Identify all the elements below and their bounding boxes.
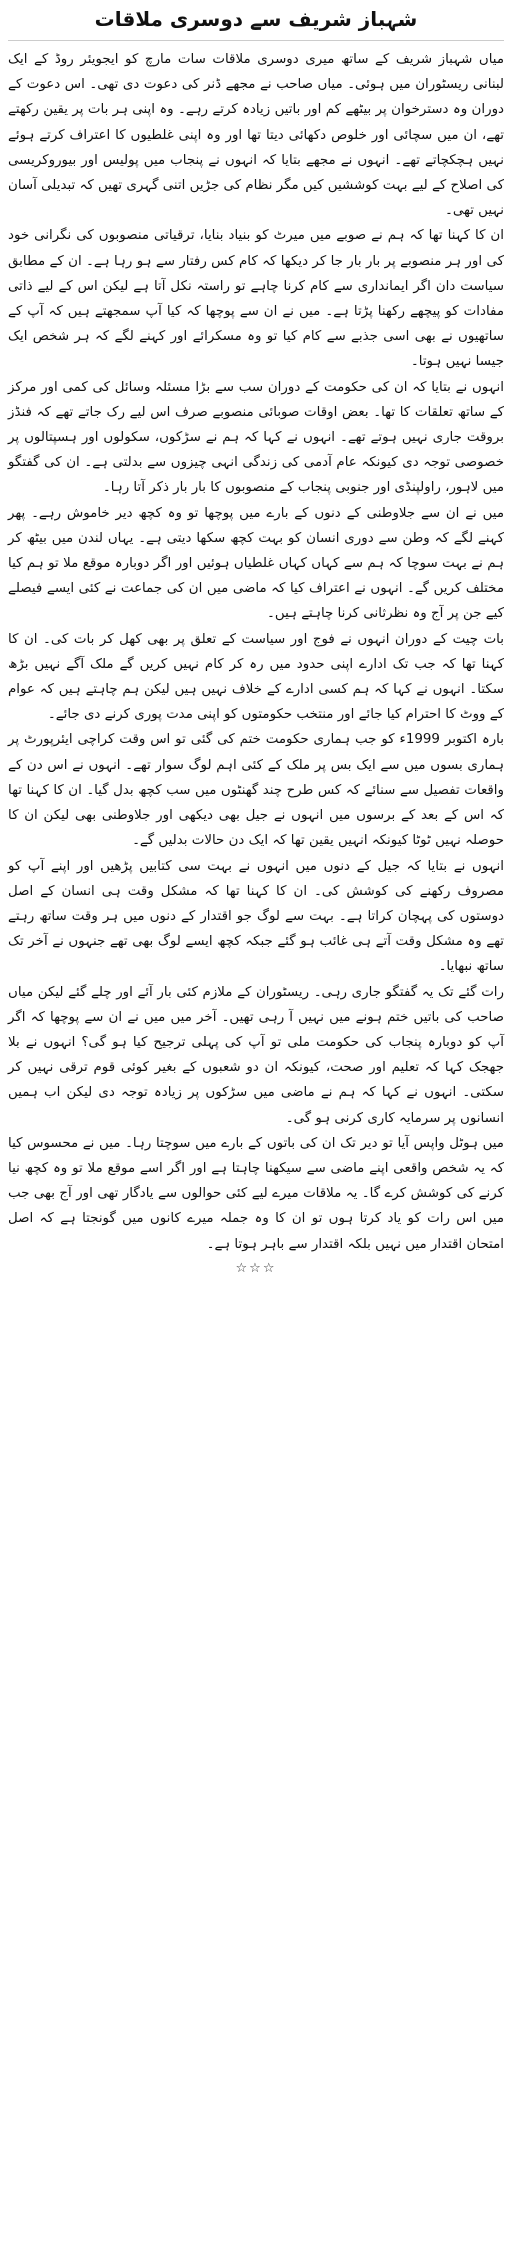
article-paragraph: بات چیت کے دوران انہوں نے فوج اور سیاست کے تعلق پر بھی کھل کر بات کی۔ ان کا کہنا تھا کہ جب تک ادارے اپنی حدود میں رہ کر کام نہیں کریں گے ملک آگے نہیں بڑھ سکتا۔ انہوں نے کہا کہ ہم کسی ادارے کے خلاف نہیں ہیں لیکن ہم چاہتے ہیں کہ عوام کے ووٹ کا احترام کیا جائے اور منتخب حکومتوں کو اپنی مدت پوری کرنے دی جائے۔ [8,631,504,723]
article-body [8,47,504,1257]
article-paragraph: میں نے ان سے جلاوطنی کے دنوں کے بارے میں پوچھا تو وہ کچھ دیر خاموش رہے۔ پھر کہنے لگے کہ وطن سے دوری انسان کو بہت کچھ سکھا دیتی ہے۔ یہاں لندن میں بیٹھ کر ہم نے بہت سوچا کہ ہم سے کہاں کہاں غلطیاں ہوئیں اور اگر دوبارہ موقع ملا تو ہم کیا مختلف کریں گے۔ انہوں نے اعتراف کیا کہ ماضی میں ان کی جماعت نے کئی ایسے فیصلے کیے جن پر آج وہ نظرثانی کرنا چاہتے ہیں۔ [8,505,504,622]
article-paragraph: میں ہوٹل واپس آیا تو دیر تک ان کی باتوں کے بارے میں سوچتا رہا۔ میں نے محسوس کیا کہ یہ شخص واقعی اپنے ماضی سے سیکھنا چاہتا ہے اور اگر اسے موقع ملا تو وہ کچھ نیا کرنے کی کوشش کرے گا۔ یہ ملاقات میرے لیے کئی حوالوں سے یادگار تھی اور آج بھی جب میں اس رات کو یاد کرتا ہوں تو ان کا وہ جملہ میرے کانوں میں گونجتا ہے کہ اصل امتحان اقتدار میں نہیں بلکہ اقتدار سے باہر ہوتا ہے۔ [8,1135,504,1252]
article-paragraph: میاں شہباز شریف کے ساتھ میری دوسری ملاقات سات مارچ کو ایجویئر روڈ کے ایک لبنانی ریسٹوران میں ہوئی۔ میاں صاحب نے مجھے ڈنر کی دعوت دی تھی۔ اس دعوت کے دوران وہ دسترخوان پر بیٹھے کم اور باتیں زیادہ کرتے رہے۔ وہ اپنی ہر بات پر یقین رکھتے تھے، ان میں سچائی اور خلوص دکھائی دیتا تھا اور وہ اپنی غلطیوں کا اعتراف کرتے ہوئے نہیں ہچکچاتے تھے۔ انہوں نے مجھے بتایا کہ انہوں نے پنجاب میں پولیس اور بیوروکریسی کی اصلاح کے لیے بہت کوششیں کیں مگر نظام کی جڑیں اتنی گہری تھیں کہ تبدیلی آسان نہیں تھی۔ [8,52,504,219]
article-title: شہباز شریف سے دوسری ملاقات [8,4,504,41]
article-paragraph: انہوں نے بتایا کہ جیل کے دنوں میں انہوں نے بہت سی کتابیں پڑھیں اور اپنے آپ کو مصروف رکھنے کی کوشش کی۔ ان کا کہنا تھا کہ مشکل وقت ہی انسان کے اصل دوستوں کی پہچان کراتا ہے۔ بہت سے لوگ جو اقتدار کے دنوں میں ہر وقت ساتھ رہتے تھے وہ مشکل وقت آتے ہی غائب ہو گئے جبکہ کچھ ایسے لوگ بھی تھے جنہوں نے آخر تک ساتھ نبھایا۔ [8,858,504,975]
article-paragraph: ان کا کہنا تھا کہ ہم نے صوبے میں میرٹ کو بنیاد بنایا، ترقیاتی منصوبوں کی نگرانی خود کی اور ہر منصوبے پر بار بار جا کر دیکھا کہ کام کس رفتار سے ہو رہا ہے۔ ان کے مطابق سیاست دان اگر ایمانداری سے کام کرنا چاہے تو راستہ نکل آتا ہے لیکن اس کے لیے ذاتی مفادات کو پیچھے رکھنا پڑتا ہے۔ میں نے ان سے پوچھا کہ کیا آپ سمجھتے ہیں کہ آپ کے ساتھیوں نے بھی اسی جذبے سے کام کیا تو وہ مسکرائے اور کہنے لگے کہ ہر شخص ایک جیسا نہیں ہوتا۔ [8,228,504,370]
article-paragraph: انہوں نے بتایا کہ ان کی حکومت کے دوران سب سے بڑا مسئلہ وسائل کی کمی اور مرکز کے ساتھ تعلقات کا تھا۔ بعض اوقات صوبائی منصوبے صرف اس لیے رک جاتے تھے کہ فنڈز بروقت جاری نہیں ہوتے تھے۔ انہوں نے کہا کہ ہم نے سڑکوں، سکولوں اور ہسپتالوں پر خصوصی توجہ دی کیونکہ عام آدمی کی زندگی انہی چیزوں سے بدلتی ہے۔ ان کی گفتگو میں لاہور، راولپنڈی اور جنوبی پنجاب کے منصوبوں کا بار بار ذکر آتا رہا۔ [8,379,504,496]
article-paragraph: بارہ اکتوبر 1999ء کو جب ہماری حکومت ختم کی گئی تو اس وقت کراچی ایئرپورٹ پر ہماری بسوں میں سے ایک بس پر ملک کے کئی اہم لوگ سوار تھے۔ انہوں نے اس دن کے واقعات تفصیل سے سنائے کہ کس طرح چند گھنٹوں میں سب کچھ بدل گیا۔ ان کا کہنا تھا کہ اس کے بعد کے برسوں میں انہوں نے جیل بھی دیکھی اور جلاوطنی بھی لیکن ان کا حوصلہ نہیں ٹوٹا کیونکہ انہیں یقین تھا کہ ایک دن حالات بدلیں گے۔ [8,732,504,849]
end-of-article-mark: ☆☆☆ [235,1260,277,1276]
article-paragraph: رات گئے تک یہ گفتگو جاری رہی۔ ریسٹوران کے ملازم کئی بار آئے اور چلے گئے لیکن میاں صاحب کی باتیں ختم ہونے میں نہیں آ رہی تھیں۔ آخر میں میں نے ان سے پوچھا کہ اگر آپ کو دوبارہ پنجاب کی حکومت ملی تو آپ کی پہلی ترجیح کیا ہو گی؟ انہوں نے بلا جھجک کہا کہ تعلیم اور صحت، کیونکہ ان دو شعبوں کے بغیر کوئی قوم ترقی نہیں کر سکتی۔ انہوں نے کہا کہ ہم نے ماضی میں سڑکوں پر زیادہ توجہ دی لیکن اب ہمیں انسانوں پر سرمایہ کاری کرنی ہو گی۔ [8,984,504,1126]
